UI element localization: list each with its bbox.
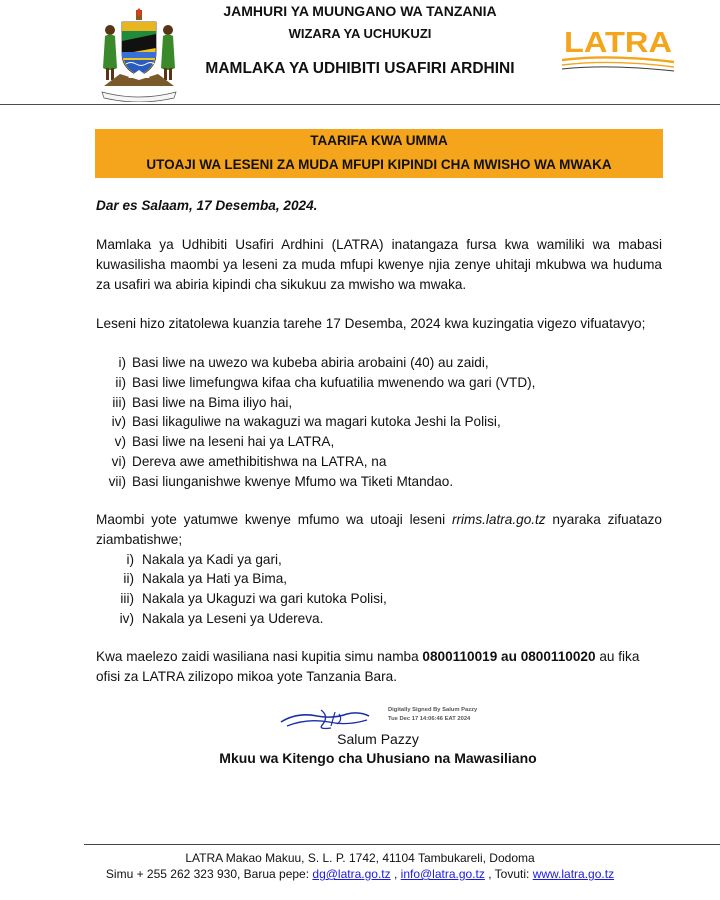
list-item: i) Basi liwe na uwezo wa kubeba abiria arobaini (40) au zaidi, <box>118 355 489 370</box>
rrims-link[interactable]: rrims.latra.go.tz <box>451 511 546 527</box>
list-item: iv) Nakala ya Leseni ya Udereva. <box>119 610 324 626</box>
documents-list <box>96 550 662 629</box>
footer-divider <box>84 844 720 845</box>
phone-numbers: 0800110019 au 0800110020 <box>422 648 596 664</box>
header-divider <box>0 104 720 105</box>
paragraph-contact: Kwa maelezo zaidi wasiliana nasi kupitia simu namba 0800110019 au 0800110020 au fika ofisi za LATRA zilizopo mikoa yote Tanzania Bara. <box>96 648 640 684</box>
list-item: ii) Nakala ya Hati ya Bima, <box>123 571 288 587</box>
list-item: i) Nakala ya Kadi ya gari, <box>126 551 282 567</box>
header-country: JAMHURI YA MUUNGANO WA TANZANIA <box>223 3 497 19</box>
paragraph-application: Maombi yote yatumwe kwenye mfumo wa utoaji leseni rrims.latra.go.tz nyaraka zifuatazo ziambatishwe; <box>96 511 662 547</box>
latra-logo-icon <box>560 24 678 78</box>
letterhead <box>0 0 720 108</box>
footer-contacts: Simu + 255 262 323 930, Barua pepe: dg@latra.go.tz , info@latra.go.tz , Tovuti: www.latra.go.tz <box>105 867 615 881</box>
paragraph-criteria-intro: Leseni hizo zitatolewa kuanzia tarehe 17 Desemba, 2024 kwa kuzingatia vigezo vifuatavyo; <box>96 316 646 331</box>
email-link-dg[interactable]: dg@latra.go.tz <box>312 867 391 881</box>
list-item: iii) Nakala ya Ukaguzi wa gari kutoka Polisi, <box>120 591 387 607</box>
footer <box>0 850 720 882</box>
signatory-name: Salum Pazzy <box>337 731 419 747</box>
latra-logo <box>560 24 678 78</box>
dateline: Dar es Salaam, 17 Desemba, 2024. <box>96 198 318 213</box>
list-item: vi) Dereva awe amethibitishwa na LATRA, na <box>111 453 387 469</box>
list-item: v) Basi liwe na leseni hai ya LATRA, <box>114 434 335 450</box>
paragraph-intro: Mamlaka ya Udhibiti Usafiri Ardhini (LATRA) inatangaza fursa kwa wamiliki wa mabasi kuwasilisha maombi ya leseni za muda mfupi kwenye njia zenye uhitaji mkubwa wa huduma za usafiri wa abiria kipindi cha sikukuu za mwisho wa mwaka. <box>96 237 662 292</box>
list-item: iv) Basi likaguliwe na wakaguzi wa magari kutoka Jeshi la Polisi, <box>111 414 501 430</box>
list-item: ii) Basi liwe limefungwa kifaa cha kufuatilia mwenendo wa gari (VTD), <box>115 374 536 390</box>
list-item: vii) Basi liunganishwe kwenye Mfumo wa Tiketi Mtandao. <box>108 473 454 489</box>
signatory-title: Mkuu wa Kitengo cha Uhusiano na Mawasiliano <box>219 750 537 766</box>
notice-subtitle: UTOAJI WA LESENI ZA MUDA MFUPI KIPINDI CHA MWISHO WA MWAKA <box>146 157 612 172</box>
letter-body <box>96 196 662 706</box>
header-ministry: WIZARA YA UCHUKUZI <box>288 26 432 41</box>
tanzania-coat-of-arms-icon <box>98 8 180 102</box>
notice-title: TAARIFA KWA UMMA <box>310 133 448 148</box>
signature-block <box>0 700 720 780</box>
digital-signature-stamp: Digitally Signed By Salum Pazzy Tue Dec 17 14:06:46 EAT 2024 <box>388 707 478 722</box>
header-authority: MAMLAKA YA UDHIBITI USAFIRI ARDHINI <box>205 60 515 77</box>
notice-banner <box>95 129 663 178</box>
criteria-list <box>96 353 662 492</box>
list-item: iii) Basi liwe na Bima iliyo hai, <box>112 394 293 410</box>
svg-text:LATRA: LATRA <box>564 27 673 59</box>
handwritten-signature-icon <box>277 706 373 732</box>
footer-address: LATRA Makao Makuu, S. L. P. 1742, 41104 Tambukareli, Dodoma <box>185 851 535 865</box>
email-link-info[interactable]: info@latra.go.tz <box>400 867 485 881</box>
website-link[interactable]: www.latra.go.tz <box>532 867 615 881</box>
